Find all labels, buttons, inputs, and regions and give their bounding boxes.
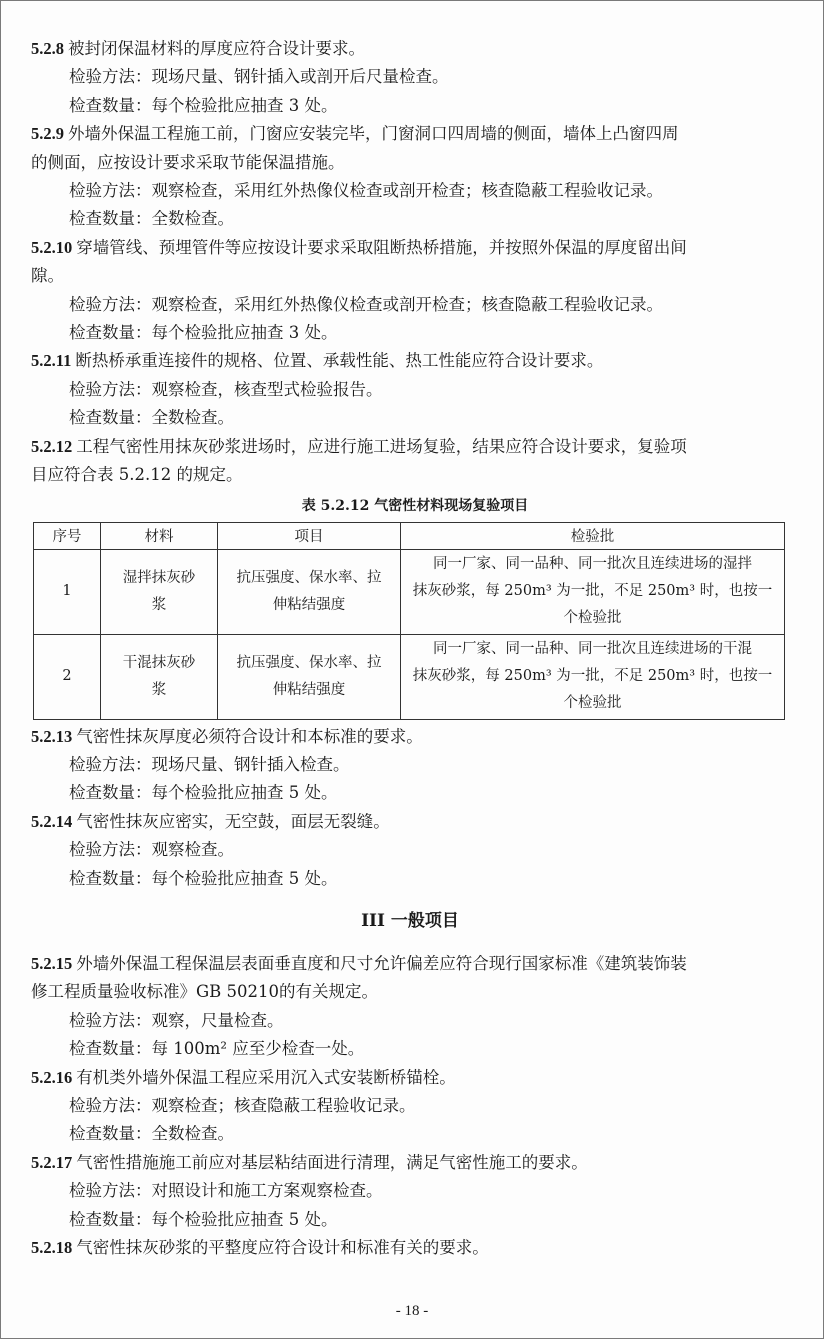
clause-text bbox=[31, 347, 789, 375]
clause-text bbox=[31, 433, 789, 461]
clause-text-continued: 隙。 bbox=[31, 266, 64, 286]
cell-material-line: 干混抹灰砂 bbox=[122, 654, 196, 671]
clause-text bbox=[31, 120, 789, 148]
clause-body: 被封闭保温材料的厚度应符合设计要求。 bbox=[68, 39, 365, 58]
inspection-method: 检验方法：现场尺量、钢针插入或剖开后尺量检查。 bbox=[69, 67, 449, 87]
clause-text bbox=[31, 1234, 789, 1262]
clause-body: 工程气密性用抹灰砂浆进场时，应进行施工进场复验，结果应符合设计要求，复验项 bbox=[76, 436, 687, 456]
cell-batch-line: 同一厂家、同一品种、同一批次且连续进场的干混 bbox=[433, 641, 752, 657]
clause-number: 5.2.13 bbox=[31, 726, 73, 746]
clause-number: 5.2.18 bbox=[31, 1238, 73, 1257]
table-caption: 表 5.2.12 气密性材料现场复验项目 bbox=[301, 497, 529, 514]
cell-batch-line: 个检验批 bbox=[563, 695, 622, 711]
clause-text-continued: 目应符合表 5.2.12 的规定。 bbox=[31, 465, 243, 485]
inspection-quantity: 检查数量：全数检查。 bbox=[69, 209, 234, 229]
retest-items-table bbox=[33, 522, 785, 720]
clause-body: 气密性措施施工前应对基层粘结面进行清理，满足气密性施工的要求。 bbox=[76, 1152, 588, 1172]
clause-item bbox=[31, 1149, 789, 1234]
clause-text bbox=[31, 950, 789, 978]
cell-item-line: 伸粘结强度 bbox=[272, 681, 346, 698]
inspection-quantity: 检查数量：全数检查。 bbox=[69, 1124, 234, 1144]
cell-batch bbox=[401, 549, 785, 634]
cell-batch-line: 抹灰砂浆，每 250m³ 为一批，不足 250m³ 时，也按一 bbox=[412, 668, 773, 684]
cell-item bbox=[218, 634, 401, 719]
clause-number: 5.2.11 bbox=[31, 351, 72, 371]
clause-number: 5.2.8 bbox=[31, 39, 64, 58]
clause-text-continued: 修工程质量验收标准》GB 50210的有关规定。 bbox=[31, 982, 379, 1002]
table-row bbox=[34, 634, 785, 719]
clause-text bbox=[31, 1149, 789, 1177]
cell-material-line: 浆 bbox=[151, 681, 167, 698]
clauses-airtight-items bbox=[31, 723, 789, 893]
header-cell-no: 序号 bbox=[34, 522, 101, 549]
cell-batch-line: 抹灰砂浆，每 250m³ 为一批，不足 250m³ 时，也按一 bbox=[412, 583, 773, 599]
clause-number: 5.2.15 bbox=[31, 953, 73, 973]
cell-batch bbox=[401, 634, 785, 719]
clauses-general-items bbox=[31, 950, 789, 1262]
header-cell-material: 材料 bbox=[101, 522, 218, 549]
clause-text bbox=[31, 723, 789, 751]
inspection-method: 检验方法：观察检查，核查型式检验报告。 bbox=[69, 379, 383, 399]
clause-number: 5.2.10 bbox=[31, 237, 73, 257]
clause-item bbox=[31, 808, 789, 893]
clause-body: 外墙外保温工程施工前，门窗应安装完毕，门窗洞口四周墙的侧面，墙体上凸窗四周 bbox=[68, 124, 679, 144]
page-content bbox=[31, 35, 789, 1262]
table-row bbox=[34, 549, 785, 634]
inspection-method: 检验方法：观察检查。 bbox=[69, 840, 234, 860]
cell-item bbox=[218, 549, 401, 634]
clause-item bbox=[31, 347, 789, 432]
clause-number: 5.2.16 bbox=[31, 1067, 73, 1087]
clause-item bbox=[31, 1064, 789, 1149]
inspection-method: 检验方法：对照设计和施工方案观察检查。 bbox=[69, 1181, 383, 1201]
cell-material-line: 湿拌抹灰砂 bbox=[122, 569, 196, 586]
inspection-method: 检验方法：观察检查，采用红外热像仪检查或剖开检查；核查隐蔽工程验收记录。 bbox=[69, 181, 663, 201]
clause-item bbox=[31, 433, 789, 490]
clause-item bbox=[31, 35, 789, 120]
cell-batch-line: 个检验批 bbox=[563, 610, 622, 626]
clause-number: 5.2.14 bbox=[31, 811, 73, 831]
cell-no: 1 bbox=[34, 549, 101, 634]
clause-item bbox=[31, 723, 789, 808]
cell-material-line: 浆 bbox=[151, 596, 167, 613]
header-cell-item: 项目 bbox=[218, 522, 401, 549]
inspection-quantity: 检查数量：每个检验批应抽查 5 处。 bbox=[69, 783, 338, 803]
clause-number: 5.2.9 bbox=[31, 124, 64, 144]
cell-batch-line: 同一厂家、同一品种、同一批次且连续进场的湿拌 bbox=[433, 556, 752, 572]
clause-number: 5.2.12 bbox=[31, 436, 73, 456]
inspection-method: 检验方法：观察检查，采用红外热像仪检查或剖开检查；核查隐蔽工程验收记录。 bbox=[69, 294, 663, 314]
clause-body: 穿墙管线、预埋管件等应按设计要求采取阻断热桥措施，并按照外保温的厚度留出间 bbox=[76, 237, 687, 257]
clause-body: 气密性抹灰应密实，无空鼓，面层无裂缝。 bbox=[76, 811, 390, 831]
inspection-quantity: 检查数量：全数检查。 bbox=[69, 408, 234, 428]
inspection-quantity: 检查数量：每个检验批应抽查 3 处。 bbox=[69, 323, 338, 343]
clause-body: 外墙外保温工程保温层表面垂直度和尺寸允许偏差应符合现行国家标准《建筑装饰装 bbox=[76, 953, 687, 973]
inspection-quantity: 检查数量：每 100m² 应至少检查一处。 bbox=[69, 1039, 365, 1059]
inspection-quantity: 检查数量：每个检验批应抽查 5 处。 bbox=[69, 868, 338, 888]
clause-item bbox=[31, 234, 789, 348]
inspection-method: 检验方法：现场尺量、钢针插入检查。 bbox=[69, 754, 350, 774]
clause-text bbox=[31, 234, 789, 262]
cell-material bbox=[101, 634, 218, 719]
cell-item-line: 伸粘结强度 bbox=[272, 596, 346, 613]
clause-item bbox=[31, 1234, 789, 1262]
inspection-quantity: 检查数量：每个检验批应抽查 3 处。 bbox=[69, 95, 338, 115]
cell-item-line: 抗压强度、保水率、拉 bbox=[236, 569, 382, 586]
clause-text-continued: 的侧面，应按设计要求采取节能保温措施。 bbox=[31, 152, 345, 172]
clause-text bbox=[31, 1064, 789, 1092]
page-number: - 18 - bbox=[395, 1303, 429, 1319]
clause-number: 5.2.17 bbox=[31, 1152, 73, 1172]
clause-body: 有机类外墙外保温工程应采用沉入式安装断桥锚栓。 bbox=[76, 1067, 456, 1087]
clause-body: 断热桥承重连接件的规格、位置、承载性能、热工性能应符合设计要求。 bbox=[75, 351, 604, 371]
clause-text bbox=[31, 35, 789, 63]
clause-body: 气密性抹灰砂浆的平整度应符合设计和标准有关的要求。 bbox=[76, 1238, 489, 1257]
table-header-row bbox=[34, 522, 785, 549]
cell-no: 2 bbox=[34, 634, 101, 719]
inspection-method: 检验方法：观察检查；核查隐蔽工程验收记录。 bbox=[69, 1095, 416, 1115]
clause-item bbox=[31, 950, 789, 1064]
header-cell-batch: 检验批 bbox=[401, 522, 785, 549]
cell-material bbox=[101, 549, 218, 634]
section-title: III 一般项目 bbox=[361, 910, 459, 931]
clause-body: 气密性抹灰厚度必须符合设计和本标准的要求。 bbox=[76, 726, 423, 746]
clause-text bbox=[31, 808, 789, 836]
clause-item bbox=[31, 120, 789, 234]
cell-item-line: 抗压强度、保水率、拉 bbox=[236, 654, 382, 671]
inspection-method: 检验方法：观察，尺量检查。 bbox=[69, 1010, 284, 1030]
inspection-quantity: 检查数量：每个检验批应抽查 5 处。 bbox=[69, 1209, 338, 1229]
clauses-main-items bbox=[31, 35, 789, 490]
